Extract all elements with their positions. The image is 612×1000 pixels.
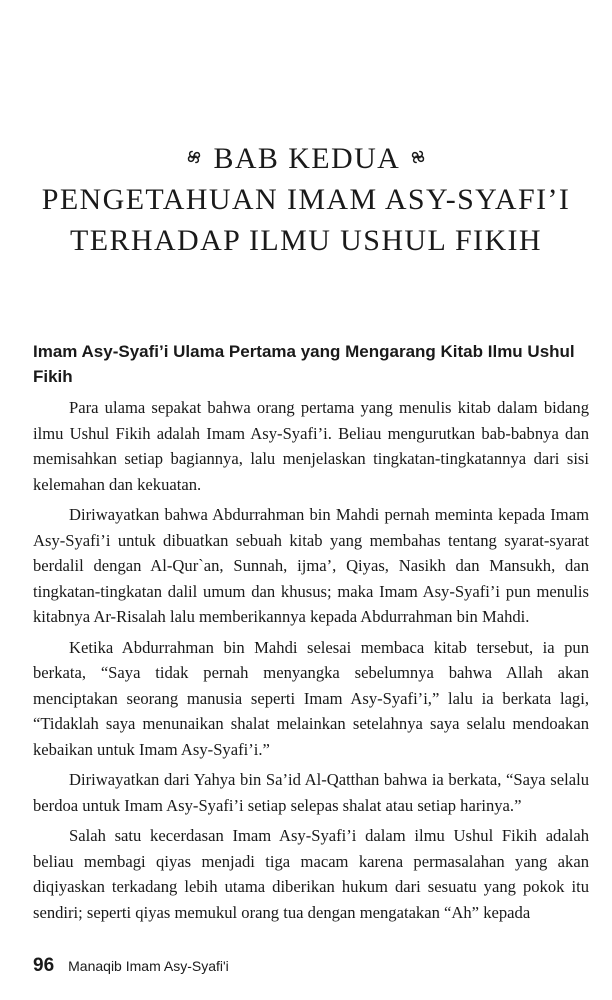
chapter-title-line-1: PENGETAHUAN IMAM ASY-SYAFI’I: [41, 183, 571, 216]
paragraph: Diriwayatkan bahwa Abdurrahman bin Mahdi pernah meminta kepada Imam Asy-Syafi’i untuk dibuatkan sebuah kitab yang membahas tentang syarat-syarat berdalil dengan Al-Qur`an, Sunnah, ijma’, Qiyas, Nasikh dan Mansukh, dan tingkatan-tingkatan dalil umum dan khusus; maka Imam Asy-Syafi’i pun menulis kitabnya Ar-Risalah lalu memberikannya kepada Abdurrahman bin Mahdi.: [33, 505, 589, 626]
paragraph: Diriwayatkan dari Yahya bin Sa’id Al-Qatthan bahwa ia berkata, “Saya selalu berdoa untuk Imam Asy-Syafi’i setiap selepas shalat atau setiap harinya.”: [33, 770, 589, 815]
paragraph: Ketika Abdurrahman bin Mahdi selesai membaca kitab tersebut, ia pun berkata, “Saya tidak pernah menyangka sebelumnya bahwa Allah akan menciptakan seorang manusia seperti Imam Asy-Syafi’i,” lalu ia berkata lagi, “Tidaklah saya menunaikan shalat melainkan setelahnya saya selalu mendoakan kebaikan untuk Imam Asy-Syafi’i.”: [33, 637, 589, 759]
running-title: Manaqib Imam Asy-Syafi'i: [68, 958, 229, 974]
paragraph: Para ulama sepakat bahwa orang pertama yang menulis kitab dalam bidang ilmu Ushul Fikih adalah Imam Asy-Syafi’i. Beliau mengurutkan bab-babnya dan memisahkan setiap bagiannya, lalu menjelaskan tingkatan-tingkatannya dari sisi kelemahan dan kekuatan.: [33, 398, 589, 494]
chapter-heading: [0, 138, 612, 261]
chapter-title-line-2: TERHADAP ILMU USHUL FIKIH: [70, 224, 542, 257]
page-footer: [33, 955, 229, 977]
body-text: [33, 395, 589, 930]
paragraph: Salah satu kecerdasan Imam Asy-Syafi’i dalam ilmu Ushul Fikih adalah beliau membagi qiyas menjadi tiga macam karena permasalahan yang akan diqiyaskan terkadang lebih utama diberikan hukum dari sesuatu yang pokok itu sendiri; seperti qiyas memukul orang tua dengan mengatakan “Ah” kepada: [33, 826, 589, 922]
page-number: 96: [33, 955, 55, 976]
chapter-label: BAB KEDUA: [213, 142, 399, 175]
fleuron-icon: [183, 146, 205, 168]
section-heading: Imam Asy-Syafi’i Ulama Pertama yang Mengarang Kitab Ilmu Ushul Fikih: [33, 342, 575, 386]
chapter-label-row: [0, 138, 612, 179]
fleuron-icon: [407, 146, 429, 168]
